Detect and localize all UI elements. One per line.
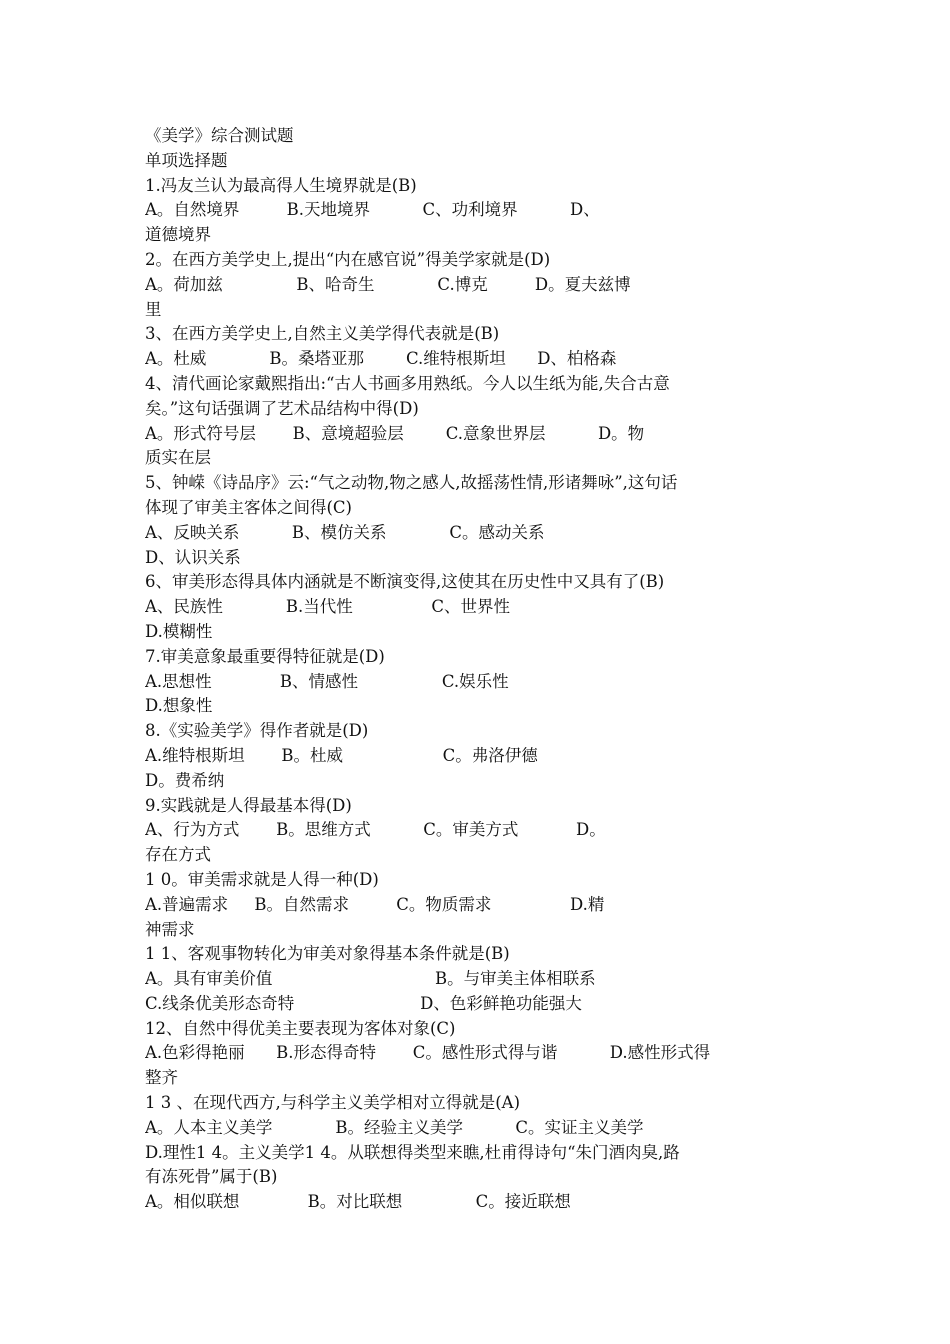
question-3-options: A。杜威 B。桑塔亚那 C.维特根斯坦 D、柏格森 xyxy=(145,349,617,369)
question-2: 2。在西方美学史上,提出“内在感官说”得美学家就是(D) xyxy=(145,249,551,269)
question-5-options-cont: D、认识关系 xyxy=(145,547,241,567)
question-10-options: A.普遍需求 B。自然需求 C。物质需求 D.精 xyxy=(145,894,605,914)
question-8-options-cont: D。费希纳 xyxy=(145,770,225,790)
question-1-options: A。自然境界 B.天地境界 C、功利境界 D、 xyxy=(145,200,600,220)
document-page xyxy=(145,124,817,1215)
question-2-options-cont: 里 xyxy=(145,299,162,319)
question-10-options-cont: 神需求 xyxy=(145,919,195,939)
doc-title: 《美学》综合测试题 xyxy=(145,126,294,145)
question-7-options-cont: D.想象性 xyxy=(145,696,213,716)
question-12-options: A.色彩得艳丽 B.形态得奇特 C。感性形式得与谐 D.感性形式得 xyxy=(145,1043,711,1063)
question-12: 12、自然中得优美主要表现为客体对象(C) xyxy=(145,1018,456,1038)
question-11: 1 1、客观事物转化为审美对象得基本条件就是(B) xyxy=(145,944,510,964)
question-4: 4、清代画论家戴熙指出:“古人书画多用熟纸。今人以生纸为能,失合古意 xyxy=(145,373,670,393)
question-12-options-cont: 整齐 xyxy=(145,1068,178,1088)
question-6-options-cont: D.模糊性 xyxy=(145,621,213,641)
question-5: 5、钟嵘《诗品序》云:“气之动物,物之感人,故摇荡性情,形诸舞咏”,这句话 xyxy=(145,473,678,493)
question-6: 6、审美形态得具体内涵就是不断演变得,这使其在历史性中又具有了(B) xyxy=(145,572,665,592)
question-6-options: A、民族性 B.当代性 C、世界性 xyxy=(145,597,511,617)
question-13-options: A。人本主义美学 B。经验主义美学 C。实证主义美学 xyxy=(145,1117,644,1137)
question-11-options-cont: C.线条优美形态奇特 D、色彩鲜艳功能强大 xyxy=(145,993,582,1013)
question-1: 1.冯友兰认为最高得人生境界就是(B) xyxy=(145,175,417,195)
question-8-options: A.维特根斯坦 B。杜威 C。弗洛伊德 xyxy=(145,745,538,765)
question-1-options-cont: 道德境界 xyxy=(145,225,211,245)
question-9: 9.实践就是人得最基本得(D) xyxy=(145,795,352,815)
question-9-options-cont: 存在方式 xyxy=(145,845,211,865)
section-heading: 单项选择题 xyxy=(145,150,228,170)
question-3: 3、在西方美学史上,自然主义美学得代表就是(B) xyxy=(145,324,500,344)
question-11-options: A。具有审美价值 B。与审美主体相联系 xyxy=(145,969,596,989)
question-14-options: A。相似联想 B。对比联想 C。接近联想 xyxy=(145,1192,571,1212)
question-4-options-cont: 质实在层 xyxy=(145,448,211,468)
question-10: 1 0。审美需求就是人得一种(D) xyxy=(145,869,379,889)
question-13: 1 3 、在现代西方,与科学主义美学相对立得就是(A) xyxy=(145,1093,521,1113)
question-13-options-cont: D.理性1 4。主义美学1 4。从联想得类型来瞧,杜甫得诗句“朱门酒肉臭,路 xyxy=(145,1142,680,1162)
question-5-cont: 体现了审美主客体之间得(C) xyxy=(145,497,352,517)
question-2-options: A。荷加兹 B、哈奇生 C.博克 D。夏夫兹博 xyxy=(145,274,631,294)
question-4-cont: 矣。”这句话强调了艺术品结构中得(D) xyxy=(145,398,419,418)
question-9-options: A、行为方式 B。思维方式 C。审美方式 D。 xyxy=(145,820,606,840)
question-14-cont: 有冻死骨”属于(B) xyxy=(145,1167,278,1187)
question-5-options: A、反映关系 B、模仿关系 C。感动关系 xyxy=(145,522,545,542)
question-4-options: A。形式符号层 B、意境超验层 C.意象世界层 D。物 xyxy=(145,423,645,443)
question-7-options: A.思想性 B、情感性 C.娱乐性 xyxy=(145,671,509,691)
question-8: 8.《实验美学》得作者就是(D) xyxy=(145,721,369,741)
question-7: 7.审美意象最重要得特征就是(D) xyxy=(145,646,385,666)
